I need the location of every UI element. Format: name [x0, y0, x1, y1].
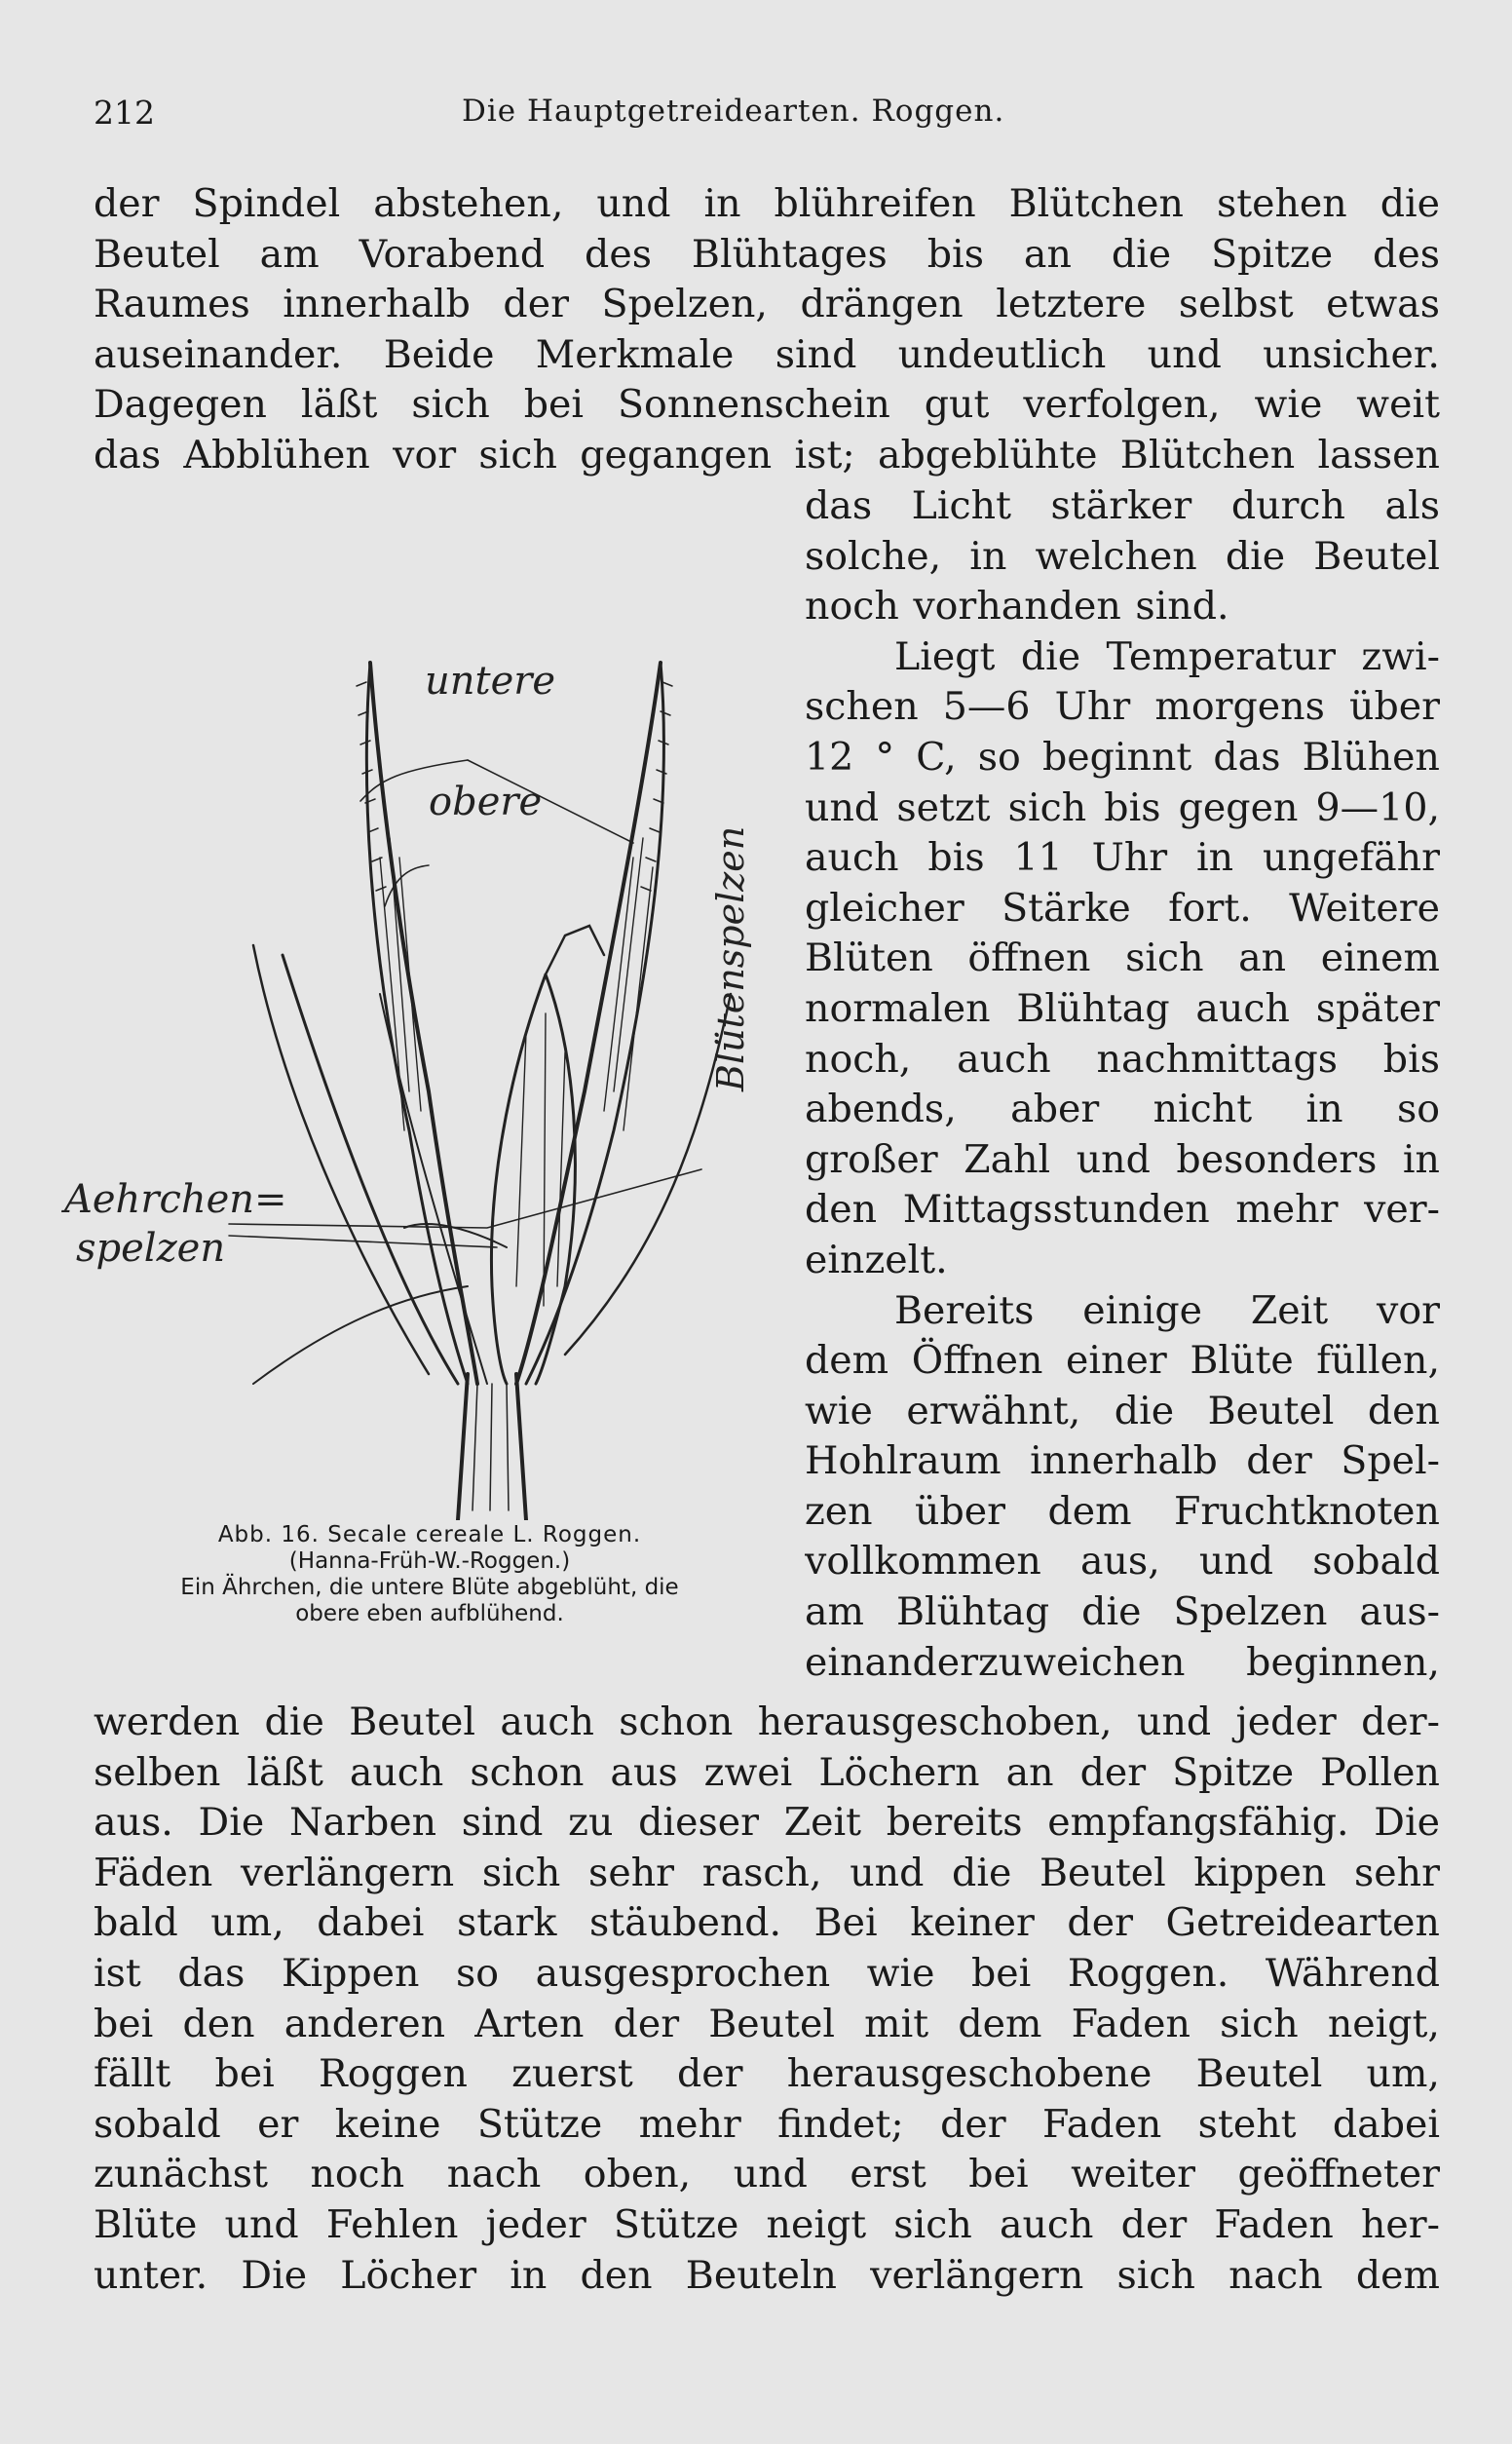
text-block-right — [805, 481, 1440, 1688]
text-line: wie erwähnt, die Beutel den — [805, 1388, 1440, 1433]
text-line: werden die Beutel auch schon herausgeschoben, und jeder der- — [94, 1699, 1440, 1744]
text-block-bottom — [94, 1698, 1440, 2301]
caption-line: obere eben aufblühend. — [295, 1601, 564, 1626]
text-line: bei den anderen Arten der Beutel mit dem Faden sich neigt, — [94, 2001, 1440, 2046]
caption-line: (Hanna-Früh-W.-Roggen.) — [288, 1548, 571, 1574]
page-number: 212 — [94, 94, 155, 132]
text-line: noch vorhanden sind. — [805, 584, 1229, 630]
text-line: Dagegen läßt sich bei Sonnenschein gut verfolgen, wie weit — [94, 382, 1440, 428]
text-line: zen über dem Fruchtknoten — [805, 1488, 1440, 1534]
label-untere: untere — [425, 659, 556, 704]
text-line: am Blühtag die Spelzen aus- — [805, 1589, 1440, 1635]
label-aehrchen-line1: Aehrchen= — [64, 1177, 287, 1222]
spikelet-figure — [58, 546, 760, 1520]
text-line: und setzt sich bis gegen 9—10, — [805, 784, 1440, 830]
label-obere: obere — [429, 780, 543, 824]
text-line: abends, aber nicht in so — [805, 1087, 1440, 1132]
text-line: gleicher Stärke fort. Weitere — [805, 885, 1440, 931]
text-line: dem Öffnen einer Blüte füllen, — [805, 1338, 1440, 1384]
text-line: Hohlraum innerhalb der Spel- — [805, 1438, 1440, 1484]
text-line: Bereits einige Zeit vor — [894, 1287, 1440, 1333]
text-line: fällt bei Roggen zuerst der herausgeschobene Beutel um, — [94, 2051, 1440, 2097]
text-line: sobald er keine Stütze mehr findet; der Faden steht dabei — [94, 2101, 1440, 2147]
text-line: 12 ° C, so beginnt das Blühen — [805, 734, 1440, 780]
text-line: Beutel am Vorabend des Blühtages bis an die Spitze des — [94, 231, 1440, 277]
text-line: aus. Die Narben sind zu dieser Zeit bereits empfangsfähig. Die — [94, 1800, 1440, 1846]
text-line: das Licht stärker durch als — [805, 483, 1440, 528]
text-line: auch bis 11 Uhr in ungefähr — [805, 835, 1440, 881]
text-line: vollkommen aus, und sobald — [805, 1539, 1440, 1585]
text-line: noch, auch nachmittags bis — [805, 1036, 1440, 1082]
text-line: das Abblühen vor sich gegangen ist; abgeblühte Blütchen lassen — [94, 432, 1440, 477]
text-block-top — [94, 179, 1440, 481]
text-line: normalen Blühtag auch später — [805, 985, 1440, 1031]
text-line: einzelt. — [805, 1237, 948, 1282]
text-line: solche, in welchen die Beutel — [805, 533, 1440, 579]
text-line: Blüten öffnen sich an einem — [805, 936, 1440, 981]
caption-line: Abb. 16. Secale cereale L. Roggen. — [217, 1522, 642, 1547]
figure-caption — [94, 1522, 766, 1627]
text-line: ist das Kippen so ausgesprochen wie bei Roggen. Während — [94, 1950, 1440, 1996]
text-line: bald um, dabei stark stäubend. Bei keiner der Getreidearten — [94, 1900, 1440, 1946]
caption-line: Ein Ährchen, die untere Blüte abgeblüht, die — [180, 1575, 679, 1600]
text-line: einanderzuweichen beginnen, — [805, 1639, 1440, 1685]
text-line: Blüte und Fehlen jeder Stütze neigt sich auch der Faden her- — [94, 2201, 1440, 2247]
text-line: unter. Die Löcher in den Beuteln verlängern sich nach dem — [94, 2252, 1440, 2298]
label-bluetenspelzen: Blütenspelzen — [709, 825, 752, 1091]
spikelet-illustration — [58, 546, 760, 1520]
label-aehrchen-line2: spelzen — [76, 1226, 226, 1271]
text-line: schen 5—6 Uhr morgens über — [805, 684, 1440, 730]
text-line: selben läßt auch schon aus zwei Löchern an der Spitze Pollen — [94, 1749, 1440, 1795]
text-line: großer Zahl und besonders in — [805, 1136, 1440, 1182]
running-title: Die Hauptgetreidearten. Roggen. — [462, 94, 1005, 129]
text-line: zunächst noch nach oben, und erst bei weiter geöffneter — [94, 2152, 1440, 2197]
text-line: der Spindel abstehen, und in blühreifen Blütchen stehen die — [94, 181, 1440, 226]
text-line: Fäden verlängern sich sehr rasch, und die Beutel kippen sehr — [94, 1850, 1440, 1895]
page-header — [94, 94, 1438, 142]
text-line: auseinander. Beide Merkmale sind undeutlich und unsicher. — [94, 331, 1440, 377]
text-line: den Mittagsstunden mehr ver- — [805, 1187, 1440, 1233]
text-line: Liegt die Temperatur zwi- — [894, 633, 1440, 679]
text-line: Raumes innerhalb der Spelzen, drängen letztere selbst etwas — [94, 282, 1440, 327]
